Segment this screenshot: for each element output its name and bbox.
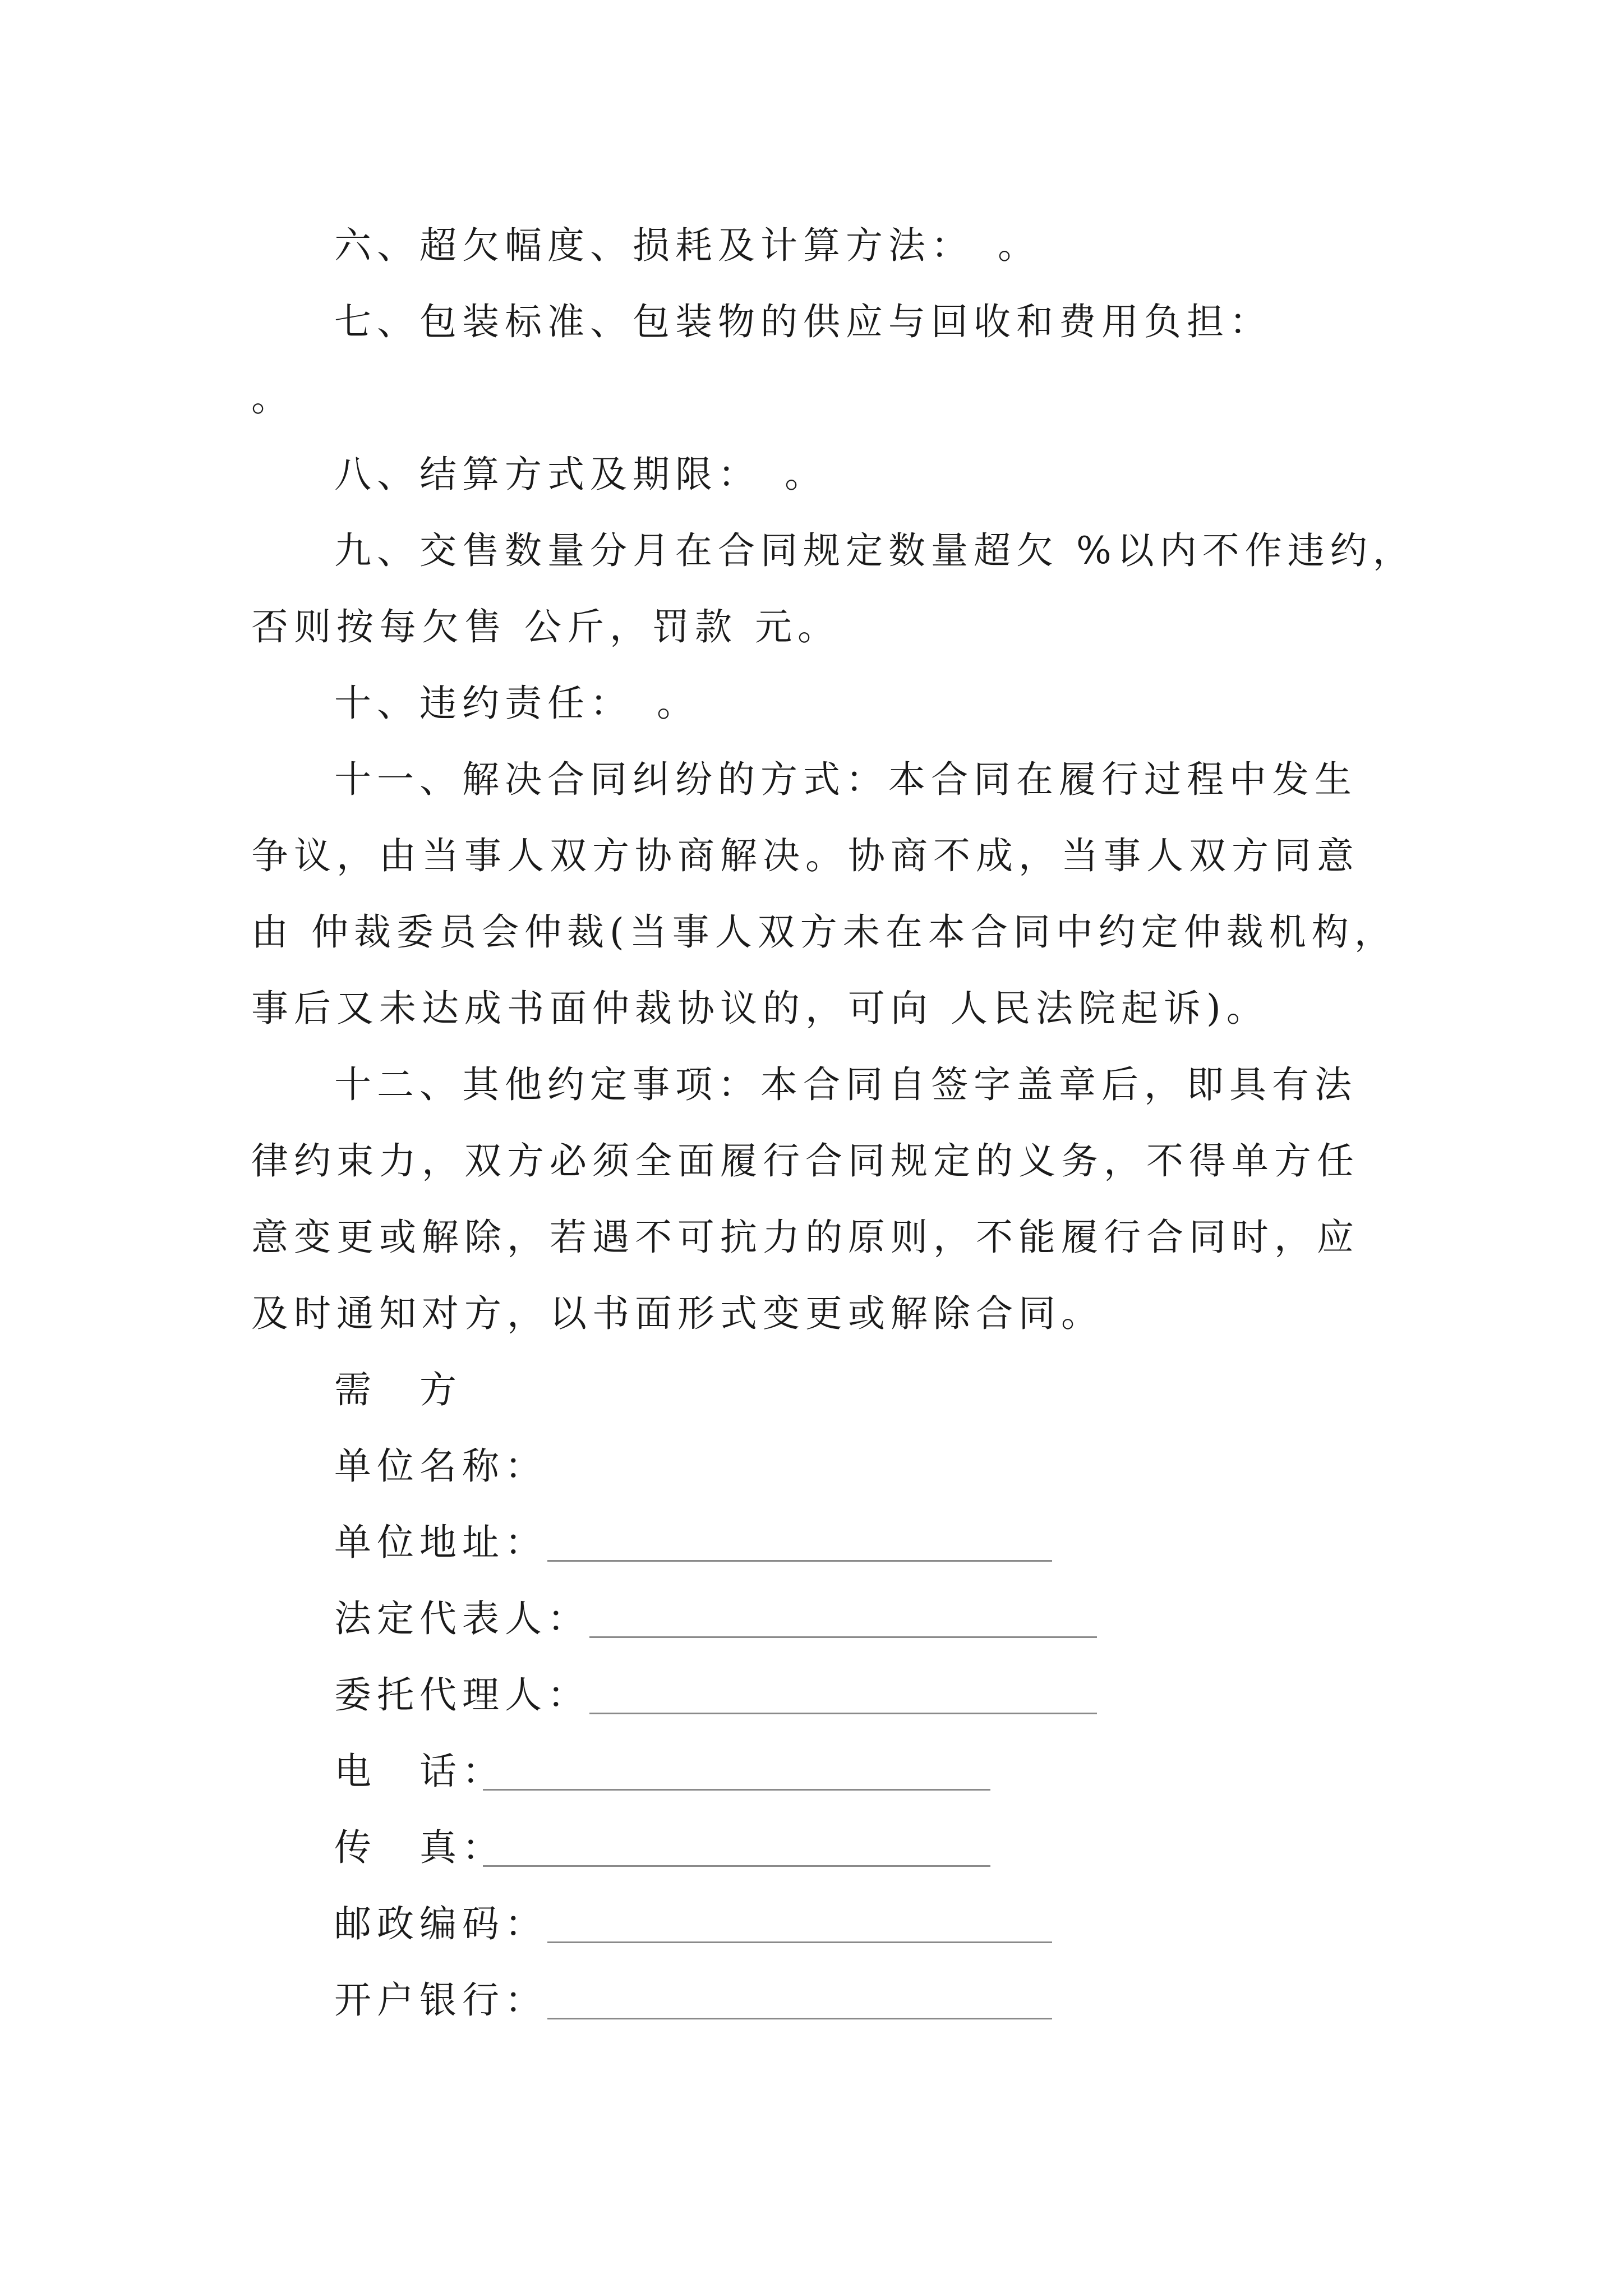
- unit-address-blank-line: [547, 1560, 1052, 1562]
- fax-field: [334, 1810, 1401, 1886]
- clause-10: 十、违约责任： 。: [334, 682, 699, 725]
- agent-label: 委托代理人：: [334, 1673, 590, 1717]
- postcode-label: 邮政编码：: [334, 1902, 547, 1945]
- clause-8: 八、结算方式及期限： 。: [334, 453, 827, 496]
- buyer-heading-label: 需 方: [334, 1368, 462, 1411]
- buyer-heading: [334, 1352, 1401, 1428]
- legal-rep-blank-line: [589, 1636, 1097, 1638]
- clause-12-line-1: 十二、其他约定事项：本合同自签字盖章后，即具有法: [334, 1063, 1357, 1106]
- clause-11-line-4: 事后又未达成书面仲裁协议的，可向 人民法院起诉)。: [251, 987, 1269, 1030]
- unit-address-label: 单位地址：: [334, 1521, 547, 1564]
- postcode-blank-line: [547, 1941, 1052, 1943]
- agent-blank-line: [589, 1713, 1097, 1714]
- bank-field: [334, 1962, 1401, 2039]
- unit-name-field: [334, 1428, 1401, 1504]
- phone-label: 电 话：: [334, 1750, 505, 1793]
- clause-11-line-2: 争议，由当事人双方协商解决。协商不成，当事人双方同意: [251, 834, 1359, 877]
- agent-field: [334, 1657, 1401, 1733]
- phone-blank-line: [483, 1789, 990, 1791]
- clause-6: 六、超欠幅度、损耗及计算方法： 。: [334, 224, 1040, 267]
- fax-label: 传 真：: [334, 1826, 505, 1869]
- legal-rep-field: [334, 1581, 1401, 1657]
- legal-rep-label: 法定代表人：: [334, 1597, 590, 1640]
- unit-address-field: [334, 1504, 1401, 1581]
- clause-12-line-4: 及时通知对方，以书面形式变更或解除合同。: [251, 1292, 1104, 1335]
- clause-12-line-3: 意变更或解除，若遇不可抗力的原则，不能履行合同时，应: [251, 1216, 1359, 1259]
- clause-9-line-1: 九、交售数量分月在合同规定数量超欠 %以内不作违约，: [334, 529, 1415, 572]
- bank-label: 开户银行：: [334, 1978, 547, 2022]
- phone-field: [334, 1733, 1401, 1810]
- clause-11-line-3: 由 仲裁委员会仲裁(当事人双方未在本合同中约定仲裁机构，: [251, 910, 1397, 954]
- unit-name-label: 单位名称：: [334, 1444, 547, 1488]
- clause-7-line-2: 。: [251, 376, 294, 420]
- clause-7-line-1: 七、包装标准、包装物的供应与回收和费用负担：: [334, 300, 1272, 343]
- bank-blank-line: [547, 2018, 1052, 2019]
- fax-blank-line: [483, 1865, 990, 1867]
- clause-9-line-2: 否则按每欠售 公斤，罚款 元。: [251, 605, 840, 648]
- clause-12-line-2: 律约束力，双方必须全面履行合同规定的义务，不得单方任: [251, 1139, 1359, 1182]
- contract-body: [251, 208, 1415, 2039]
- postcode-field: [334, 1886, 1401, 1962]
- clause-11-line-1: 十一、解决合同纠纷的方式：本合同在履行过程中发生: [334, 758, 1357, 801]
